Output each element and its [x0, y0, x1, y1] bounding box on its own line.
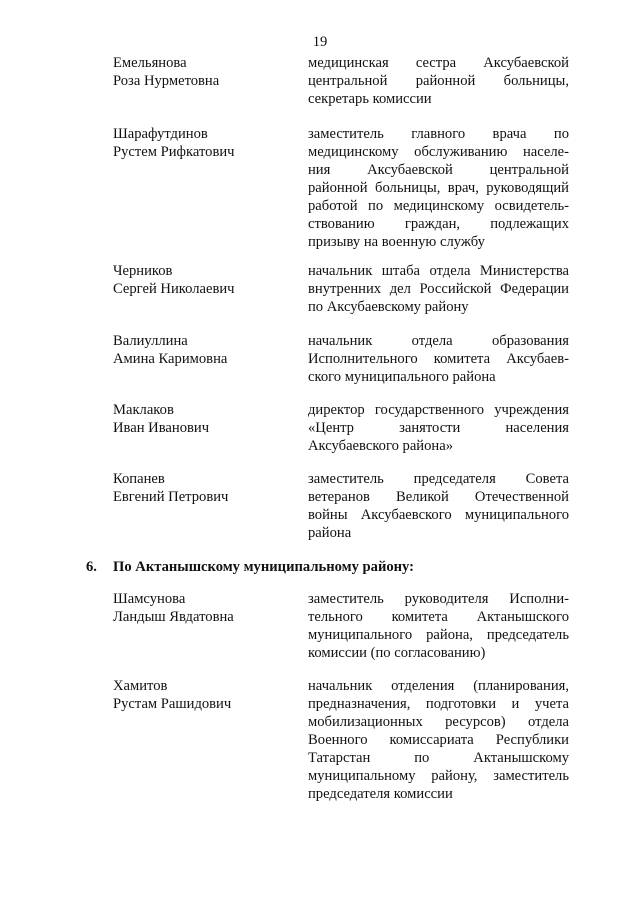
- member-given-names: Ландыш Явдатовна: [113, 609, 234, 625]
- position-line: ствованию граждан, подлежащих: [308, 216, 569, 232]
- position-line: Аксубаевского района»: [308, 438, 453, 454]
- member-surname: Шарафутдинов: [113, 126, 208, 142]
- position-line: муниципального района, председатель: [308, 627, 569, 643]
- member-name: [113, 470, 293, 506]
- position-line: начальник штаба отдела Министерства: [308, 263, 569, 279]
- member-name: [113, 590, 293, 626]
- member-given-names: Роза Нурметовна: [113, 73, 220, 89]
- position-line: по Аксубаевскому району: [308, 299, 469, 315]
- position-line: призыву на военную службу: [308, 234, 485, 250]
- position-line: работой по медицинскому освидетель-: [308, 198, 569, 214]
- position-line: центральной районной больницы,: [308, 73, 569, 89]
- member-given-names: Амина Каримовна: [113, 351, 228, 367]
- position-line: заместитель председателя Совета: [308, 471, 569, 487]
- member-surname: Валиуллина: [113, 333, 188, 349]
- member-surname: Черников: [113, 263, 173, 279]
- member-given-names: Иван Иванович: [113, 420, 210, 436]
- section-number: 6.: [86, 559, 97, 575]
- position-line: председателя комиссии: [308, 786, 453, 802]
- member-name: [113, 262, 293, 298]
- position-line: заместитель руководителя Исполни-: [308, 591, 569, 607]
- member-name: [113, 54, 293, 90]
- position-line: предназначения, подготовки и учета: [308, 696, 569, 712]
- member-surname: Шамсунова: [113, 591, 186, 607]
- member-surname: Емельянова: [113, 55, 187, 71]
- section-heading: [86, 558, 414, 576]
- member-surname: Маклаков: [113, 402, 174, 418]
- member-position: [308, 470, 569, 542]
- position-line: ния Аксубаевской центральной: [308, 162, 569, 178]
- position-line: секретарь комиссии: [308, 91, 432, 107]
- member-name: [113, 401, 293, 437]
- position-line: Исполнительного комитета Аксубаев-: [308, 351, 569, 367]
- member-name: [113, 677, 293, 713]
- member-given-names: Сергей Николаевич: [113, 281, 235, 297]
- member-position: [308, 677, 569, 803]
- position-line: Татарстан по Актанышскому: [308, 750, 569, 766]
- position-line: медицинскому обслуживанию населе-: [308, 144, 569, 160]
- position-line: муниципальному району, заместитель: [308, 768, 569, 784]
- position-line: районной больницы, врач, руководящий: [308, 180, 569, 196]
- position-line: «Центр занятости населения: [308, 420, 569, 436]
- member-surname: Копанев: [113, 471, 165, 487]
- position-line: медицинская сестра Аксубаевской: [308, 55, 569, 71]
- section-title: По Актанышскому муниципальному району:: [113, 559, 415, 575]
- member-surname: Хамитов: [113, 678, 168, 694]
- position-line: заместитель главного врача по: [308, 126, 569, 142]
- position-line: внутренних дел Российской Федерации: [308, 281, 569, 297]
- position-line: начальник отделения (планирования,: [308, 678, 569, 694]
- position-line: ского муниципального района: [308, 369, 496, 385]
- member-given-names: Евгений Петрович: [113, 489, 229, 505]
- position-line: тельного комитета Актанышского: [308, 609, 569, 625]
- member-name: [113, 332, 293, 368]
- member-position: [308, 262, 569, 316]
- position-line: комиссии (по согласованию): [308, 645, 486, 661]
- member-name: [113, 125, 293, 161]
- member-position: [308, 332, 569, 386]
- member-position: [308, 590, 569, 662]
- position-line: района: [308, 525, 352, 541]
- member-given-names: Рустам Рашидович: [113, 696, 232, 712]
- member-position: [308, 125, 569, 251]
- position-line: мобилизационных ресурсов) отдела: [308, 714, 569, 730]
- member-position: [308, 54, 569, 108]
- member-given-names: Рустем Рифкатович: [113, 144, 235, 160]
- member-position: [308, 401, 569, 455]
- position-line: войны Аксубаевского муниципального: [308, 507, 569, 523]
- position-line: Военного комиссариата Республики: [308, 732, 569, 748]
- position-line: ветеранов Великой Отечественной: [308, 489, 569, 505]
- position-line: директор государственного учреждения: [308, 402, 569, 418]
- page-number: 19: [312, 34, 328, 50]
- position-line: начальник отдела образования: [308, 333, 569, 349]
